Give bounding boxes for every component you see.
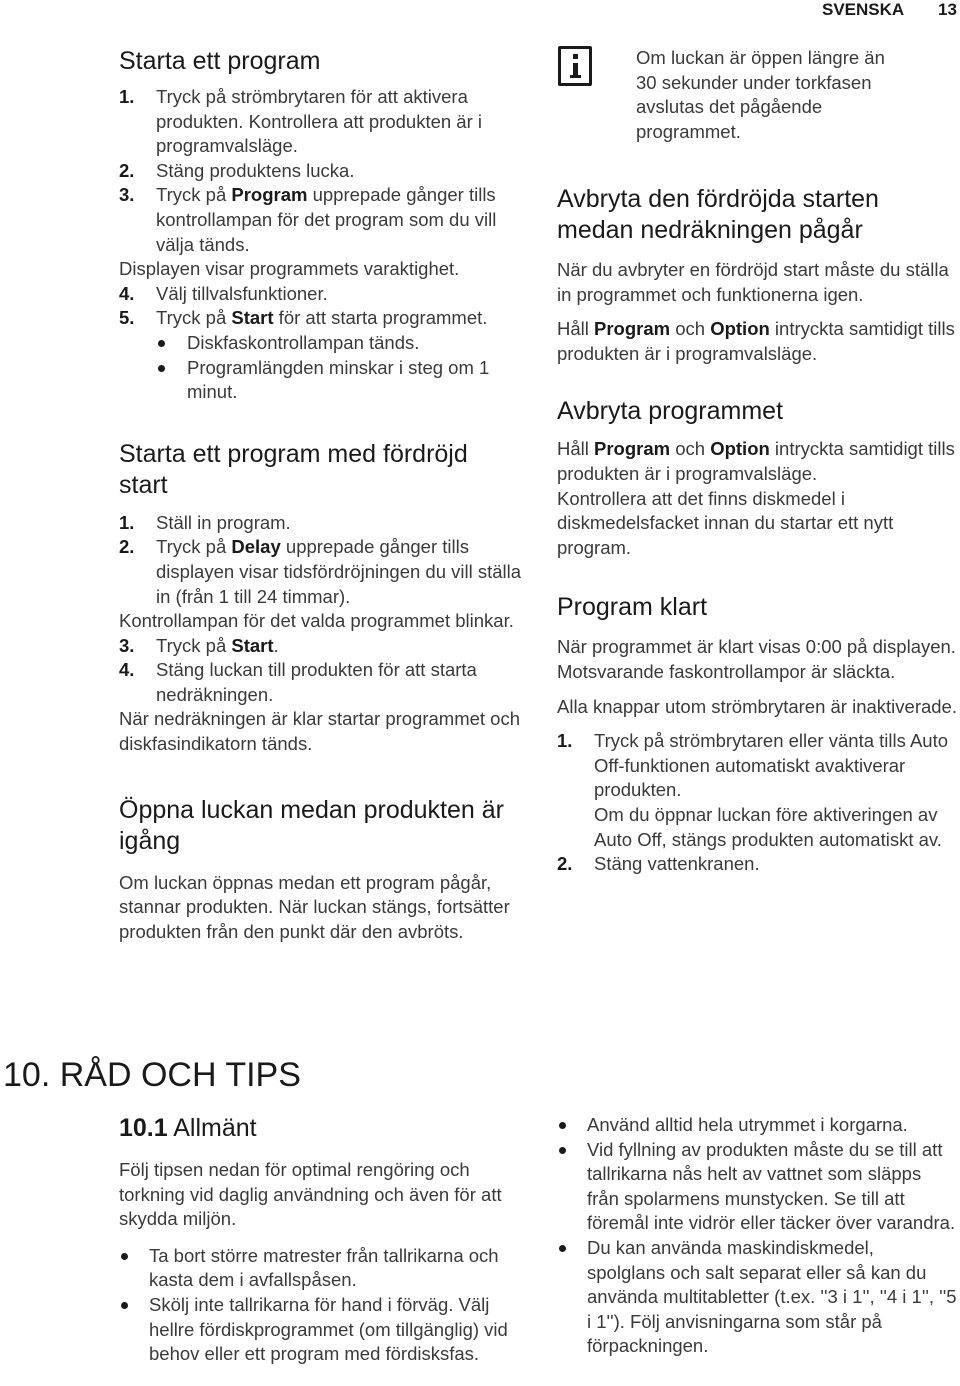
start-program-steps	[119, 85, 529, 405]
tips-intro: Följ tipsen nedan för optimal rengöring och torkning vid daglig användning och även för att skydda miljön.	[119, 1159, 502, 1230]
list-item: 4. Välj tillvalsfunktioner.	[119, 282, 328, 304]
list-item: 2. Tryck på Delay upprepade gånger tills displayen visar tidsfördröjningen du vill ställa in (från 1 till 24 timmar).	[119, 536, 522, 607]
section-title-program-done: Program klart	[557, 593, 708, 622]
list-item: 4. Stäng luckan till produkten för att starta nedräkningen.	[119, 659, 477, 705]
info-note: Om luckan är öppen längre än 30 sekunder under torkfasen avslutas det pågående programmet.	[636, 47, 885, 142]
bullet-item: Vid fyllning av produkten måste du se till att tallrikarna nås helt av vattnet som släpps från spolarmens munstycken. Se till att föremål inte vidrör eller täcker över varandra.	[557, 1138, 957, 1236]
bullet-item: Programlängden minskar i steg om 1 minut.	[119, 356, 529, 405]
bullet-item: Skölj inte tallrikarna för hand i förväg. Välj hellre fördiskprogrammet (om tillgänglig) vid behov eller ett program med fördisksfas.	[119, 1293, 519, 1367]
list-item: 5. Tryck på Start för att starta programmet.	[119, 307, 488, 329]
chapter-title: 10. RÅD OCH TIPS	[3, 1056, 301, 1094]
section-title-open-door: Öppna luckan medan produkten är igång	[119, 795, 504, 855]
list-item: 1. Tryck på strömbrytaren för att aktivera produkten. Kontrollera att produkten är i programvalsläge.	[119, 86, 482, 157]
tips-right	[557, 1113, 957, 1359]
open-door-text: Om luckan öppnas medan ett program pågår, stannar produkten. När luckan stängs, fortsätter produkten från den punkt där den avbröts.	[119, 871, 510, 942]
step-note: Kontrollampan för det valda programmet blinkar.	[119, 610, 514, 632]
list-item: 1. Ställ in program.	[119, 511, 291, 533]
section-title-start-program: Starta ett program	[119, 47, 321, 75]
section-title-cancel-program: Avbryta programmet	[557, 397, 784, 426]
bullet-item: Diskfaskontrollampan tänds.	[119, 331, 529, 356]
subsection-title: 10.1 Allmänt	[119, 1114, 257, 1142]
program-done-p1: När programmet är klart visas 0:00 på displayen. Motsvarande faskontrollampor är släckta.	[557, 636, 956, 682]
left-column	[119, 46, 529, 944]
section-title-cancel-delay: Avbryta den fördröjda starten medan nedräkningen pågår	[557, 185, 879, 244]
cancel-program-p1: Håll Program och Option intryckta samtidigt tills produkten är i programvalsläge.	[557, 438, 955, 484]
list-item: 2. Stäng produktens lucka.	[119, 159, 355, 181]
bullet-item: Använd alltid hela utrymmet i korgarna.	[557, 1113, 957, 1138]
cancel-delay-p1: När du avbryter en fördröjd start måste du ställa in programmet och funktionerna igen.	[557, 259, 949, 305]
delayed-start-steps	[119, 511, 529, 757]
section-title-delayed-start: Starta ett program med fördröjd start	[119, 439, 468, 499]
tips-left	[119, 1158, 519, 1367]
bullet-item: Ta bort större matrester från tallrikarna och kasta dem i avfallspåsen.	[119, 1244, 519, 1293]
step-note: När nedräkningen är klar startar programmet och diskfasindikatorn tänds.	[119, 708, 521, 755]
page-number: 13	[938, 0, 957, 19]
program-done-steps	[557, 729, 957, 877]
list-item: 2. Stäng vattenkranen.	[557, 853, 760, 875]
header-language: SVENSKA	[822, 0, 905, 19]
list-item: 3. Tryck på Start.	[119, 634, 279, 656]
right-column	[557, 184, 957, 877]
list-item: 1. Tryck på strömbrytaren eller vänta tills Auto Off-funktionen automatiskt avaktiverar produkten. Om du öppnar luckan före aktiveringen av Auto Off, stängs produkten automatiskt av.	[557, 730, 949, 850]
info-icon	[558, 46, 592, 86]
bullet-item: Du kan använda maskindiskmedel, spolglans och salt separat eller så kan du använda multitabletter (t.ex. ''3 i 1'', ''4 i 1'', ''5 i 1''). Följ anvisningarna som står på förpackningen.	[557, 1236, 957, 1359]
step-note: Displayen visar programmets varaktighet.	[119, 258, 460, 280]
list-item: 3. Tryck på Program upprepade gånger tills kontrollampan för det program som du vill välja tänds.	[119, 184, 497, 255]
cancel-program-p2: Kontrollera att det finns diskmedel i diskmedelsfacket innan du startar ett nytt program.	[557, 487, 894, 558]
program-done-p2: Alla knappar utom strömbrytaren är inaktiverade.	[557, 695, 957, 717]
cancel-delay-p2: Håll Program och Option intryckta samtidigt tills produkten är i programvalsläge.	[557, 318, 955, 364]
